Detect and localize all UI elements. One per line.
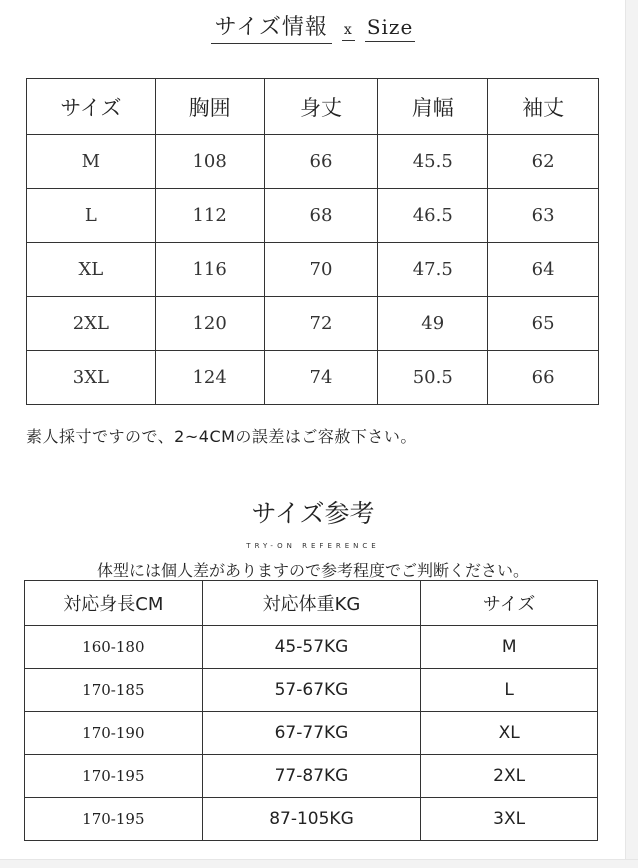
header-chest: 胸囲 [155, 79, 264, 135]
cell-chest: 124 [155, 351, 264, 405]
cell-ref-size: M [421, 626, 598, 669]
cell-height: 170-195 [25, 798, 203, 841]
header-ref-size: サイズ [421, 581, 598, 626]
reference-subtitle: TRY-ON REFERENCE [246, 542, 380, 550]
cell-height: 160-180 [25, 626, 203, 669]
size-table [26, 78, 599, 405]
table-row [27, 351, 599, 405]
cell-length: 72 [264, 297, 378, 351]
cell-ref-size: XL [421, 712, 598, 755]
cell-height: 170-195 [25, 755, 203, 798]
header-size: サイズ [27, 79, 156, 135]
cell-shoulder: 46.5 [378, 189, 488, 243]
title-en: Size [365, 15, 415, 42]
cell-height: 170-190 [25, 712, 203, 755]
header-length: 身丈 [264, 79, 378, 135]
cell-size: XL [27, 243, 156, 297]
cell-size: 3XL [27, 351, 156, 405]
cell-size: L [27, 189, 156, 243]
cell-sleeve: 65 [488, 297, 599, 351]
cell-shoulder: 49 [378, 297, 488, 351]
reference-table [24, 580, 598, 841]
cell-sleeve: 66 [488, 351, 599, 405]
header-height: 対応身長CM [25, 581, 203, 626]
cell-weight: 77-87KG [202, 755, 421, 798]
cell-sleeve: 64 [488, 243, 599, 297]
cell-weight: 57-67KG [202, 669, 421, 712]
table-row [27, 297, 599, 351]
cell-length: 66 [264, 135, 378, 189]
measurement-note: 素人採寸ですので、2~4CMの誤差はご容赦下さい。 [26, 427, 417, 446]
cell-chest: 116 [155, 243, 264, 297]
table-row [25, 626, 598, 669]
table-row [25, 798, 598, 841]
table-row [27, 189, 599, 243]
cell-weight: 67-77KG [202, 712, 421, 755]
table-row [27, 135, 599, 189]
cell-shoulder: 50.5 [378, 351, 488, 405]
cell-weight: 87-105KG [202, 798, 421, 841]
table-row [27, 243, 599, 297]
cell-weight: 45-57KG [202, 626, 421, 669]
page-edge-right [625, 0, 638, 868]
cell-length: 68 [264, 189, 378, 243]
cell-chest: 108 [155, 135, 264, 189]
cell-sleeve: 62 [488, 135, 599, 189]
title-x: x [342, 22, 355, 41]
table-row [25, 712, 598, 755]
page-title [0, 10, 626, 44]
cell-shoulder: 47.5 [378, 243, 488, 297]
header-shoulder: 肩幅 [378, 79, 488, 135]
reference-table-header [25, 581, 598, 626]
table-row [25, 669, 598, 712]
size-table-header [27, 79, 599, 135]
cell-shoulder: 45.5 [378, 135, 488, 189]
cell-length: 74 [264, 351, 378, 405]
cell-length: 70 [264, 243, 378, 297]
cell-size: M [27, 135, 156, 189]
cell-chest: 120 [155, 297, 264, 351]
page-edge-bottom [0, 859, 638, 868]
cell-ref-size: L [421, 669, 598, 712]
table-row [25, 755, 598, 798]
reference-title: サイズ参考 [251, 499, 375, 528]
cell-ref-size: 3XL [421, 798, 598, 841]
cell-height: 170-185 [25, 669, 203, 712]
cell-size: 2XL [27, 297, 156, 351]
header-sleeve: 袖丈 [488, 79, 599, 135]
cell-chest: 112 [155, 189, 264, 243]
reference-description: 体型には個人差がありますので参考程度でご判断ください。 [96, 561, 529, 580]
cell-sleeve: 63 [488, 189, 599, 243]
header-weight: 対応体重KG [202, 581, 421, 626]
title-jp: サイズ情報 [211, 10, 332, 44]
cell-ref-size: 2XL [421, 755, 598, 798]
